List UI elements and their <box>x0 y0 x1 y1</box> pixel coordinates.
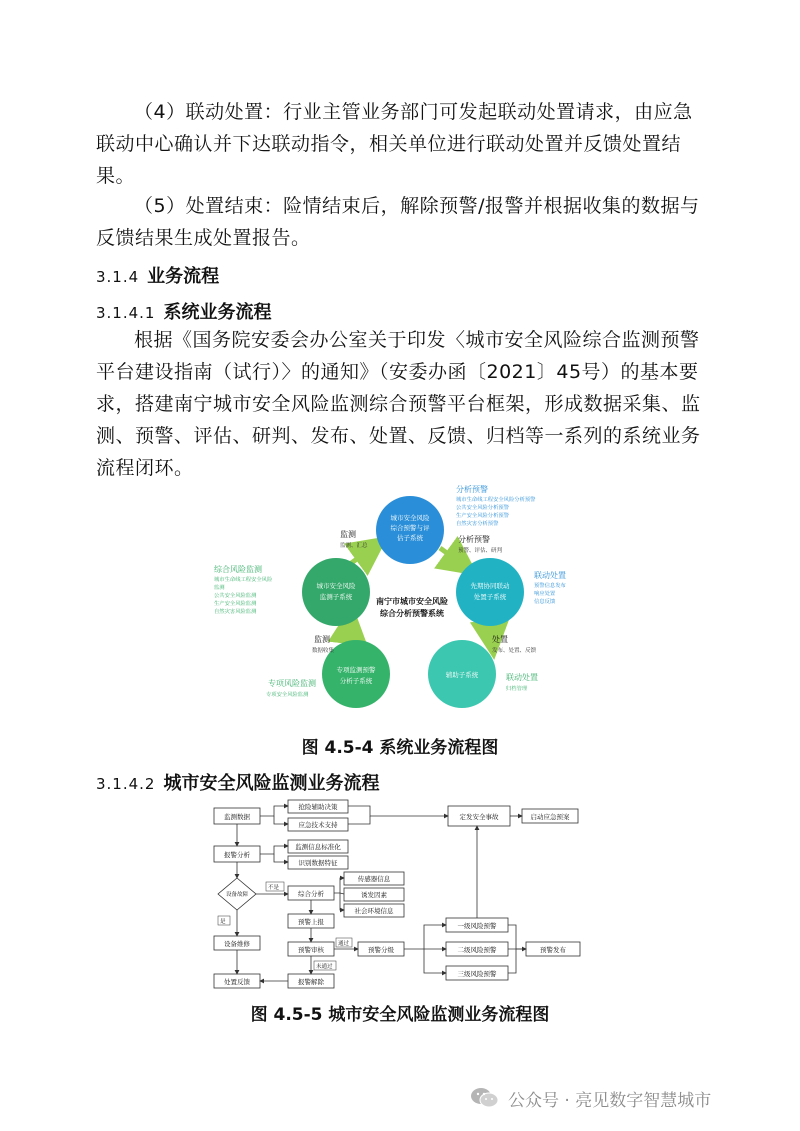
arrow3-title: 处置 <box>492 635 508 644</box>
edge <box>340 893 344 910</box>
node-top-line2: 综合预警与评 <box>390 524 430 532</box>
comp-item: 公共安全风险监测 <box>214 593 257 599</box>
edge-label-no: 不是 <box>268 885 280 891</box>
arrow3-sub: 发布、处置、反馈 <box>492 648 537 654</box>
node-bottom-right-circle <box>428 640 496 708</box>
system-flow-diagram <box>200 482 610 708</box>
label-warning-level: 预警分级 <box>368 946 394 954</box>
section-title: 业务流程 <box>147 266 220 287</box>
paragraph-disposal-end: （5）处置结束：险情结束后，解除预警/报警并根据收集的数据与反馈结果生成处置报告。 <box>96 195 700 249</box>
label-inducement: 诱发因素 <box>361 891 387 899</box>
section-title: 城市安全风险监测业务流程 <box>163 773 380 794</box>
watermark-text: 公众号 · 亮见数字智慧城市 <box>508 1090 712 1111</box>
node-right-line1: 先期协同联动 <box>470 582 510 590</box>
label-warning-report: 预警上报 <box>298 918 324 926</box>
node-top-circle <box>376 496 444 564</box>
link-item: 响应处置 <box>534 591 556 597</box>
figure1-caption: 图 4.5-4 系统业务流程图 <box>301 738 499 758</box>
edge-label-yes: 是 <box>220 919 226 925</box>
paragraph-system-flow: 根据《国务院安委会办公室关于印发〈城市安全风险综合监测预警平台建设指南（试行）〉的通知》（安委办函〔2021〕45号）的基本要求，搭建南宁城市安全风险监测综合预警平台框架，形成数据采集、监测、预警、评估、研判、发布、处置、反馈、归档等一系列的系统业务流程闭环。 <box>96 329 701 479</box>
link-title: 联动处置 <box>534 571 566 580</box>
edge <box>508 949 516 973</box>
section-number: 3.1.4.1 <box>96 304 156 322</box>
section-number: 3.1.4 <box>96 268 140 286</box>
node-left-circle <box>302 558 370 626</box>
edge <box>274 816 288 824</box>
link-item: 预警信息发布 <box>534 583 566 589</box>
node-top-line3: 估子系统 <box>397 534 423 542</box>
section-title: 系统业务流程 <box>163 302 272 323</box>
figure2-caption: 图 4.5-5 城市安全风险监测业务流程图 <box>250 1005 550 1025</box>
label-standardize: 监测信息标准化 <box>295 843 341 851</box>
label-device-repair: 设备维修 <box>224 940 250 948</box>
link-item: 信息反馈 <box>534 599 556 605</box>
edge <box>260 846 288 854</box>
label-monitor-data: 监测数据 <box>224 813 250 821</box>
label-rescue: 抢险辅助决策 <box>298 803 338 811</box>
arrow2-sub: 预警、评估、研判 <box>458 548 503 554</box>
label-start-plan: 启动应急预案 <box>530 813 570 821</box>
label-level3: 三级风险预警 <box>457 970 497 978</box>
label-device-fault: 设备故障 <box>225 892 249 898</box>
label-environment: 社会环境信息 <box>354 907 394 915</box>
edge <box>508 925 526 949</box>
arrow2-title: 分析预警 <box>458 535 490 544</box>
special-title: 专项风险监测 <box>268 679 316 688</box>
comp-item: 生产安全风险监测 <box>214 601 257 607</box>
section-heading-3-1-4-2 <box>96 769 379 795</box>
comp-item: 城市生命线工程安全风险 <box>214 577 273 583</box>
label-alarm-analysis: 报警分析 <box>224 851 250 859</box>
edge-label-not-pass: 未通过 <box>316 964 333 970</box>
label-alarm-release: 报警解除 <box>298 978 324 986</box>
node-right-line2: 处置子系统 <box>473 593 507 601</box>
label-emergency-tech: 应急技术支持 <box>298 821 338 829</box>
edge <box>334 878 344 893</box>
comp-title: 综合风险监测 <box>214 565 262 574</box>
edge <box>404 925 446 949</box>
edge <box>348 816 370 824</box>
node-left-line2: 监测子系统 <box>319 593 353 601</box>
node-left-line1: 城市安全风险 <box>316 582 356 590</box>
edge <box>348 806 448 816</box>
label-identify: 识别数据特征 <box>298 859 338 867</box>
comp-item: 自然灾害风险监测 <box>214 609 257 615</box>
analysis-item: 自然灾害分析预警 <box>456 521 499 527</box>
arrow1-sub: 监测、汇总 <box>340 543 368 549</box>
node-right-circle <box>456 558 524 626</box>
label-sensor: 传感器信息 <box>357 875 391 883</box>
label-warning-publish: 预警发布 <box>540 946 566 954</box>
edge-label-pass: 通过 <box>338 941 350 947</box>
arrow4-title: 监测 <box>314 635 330 644</box>
section-number: 3.1.4.2 <box>96 775 156 793</box>
special-item: 专项安全风险监测 <box>266 692 309 698</box>
paragraph-linked-disposal: （4）联动处置：行业主管业务部门可发起联动处置请求，由应急联动中心确认并下达联动指令，相关单位进行联动处置并反馈处置结果。 <box>96 101 693 187</box>
section-heading-3-1-4-1 <box>96 298 271 324</box>
comp-item: 监测 <box>214 585 225 591</box>
aux-item: 归档管理 <box>506 686 528 692</box>
label-warning-review: 预警审核 <box>298 946 324 954</box>
edge <box>424 949 446 973</box>
center-label-line1: 南宁市城市安全风险 <box>376 597 448 606</box>
arrow-left-to-top <box>350 548 372 564</box>
center-label-line2: 综合分析预警系统 <box>380 609 444 618</box>
analysis-item: 生产安全风险分析预警 <box>456 513 509 519</box>
node-bottom-right-line1: 辅助子系统 <box>445 671 479 679</box>
edge <box>260 806 288 816</box>
monitoring-flowchart <box>210 796 590 992</box>
arrow4-sub: 数据收集 <box>312 648 335 654</box>
label-disposal-feedback: 处置反馈 <box>224 978 250 986</box>
label-level1: 一级风险预警 <box>457 922 497 930</box>
edge <box>274 854 288 862</box>
node-bottom-left-line1: 专项监测预警 <box>336 666 376 674</box>
label-comprehensive: 综合分析 <box>298 890 324 898</box>
node-top-line1: 城市安全风险 <box>390 514 430 522</box>
section-heading-3-1-4 <box>96 262 219 288</box>
edge <box>340 893 344 894</box>
analysis-title: 分析预警 <box>456 485 488 494</box>
arrow-bottom-left-to-left <box>348 624 350 642</box>
label-determine-event: 定发安全事故 <box>459 813 499 821</box>
analysis-item: 公共安全风险分析预警 <box>456 505 509 511</box>
watermark <box>470 1080 790 1116</box>
label-level2: 二级风险预警 <box>457 946 497 954</box>
node-bottom-left-line2: 分析子系统 <box>339 677 373 685</box>
arrow1-title: 监测 <box>340 530 356 539</box>
analysis-item: 城市生命线工程安全风险分析预警 <box>456 497 536 503</box>
aux-title: 联动处置 <box>506 673 538 682</box>
wechat-icon <box>470 1086 500 1110</box>
